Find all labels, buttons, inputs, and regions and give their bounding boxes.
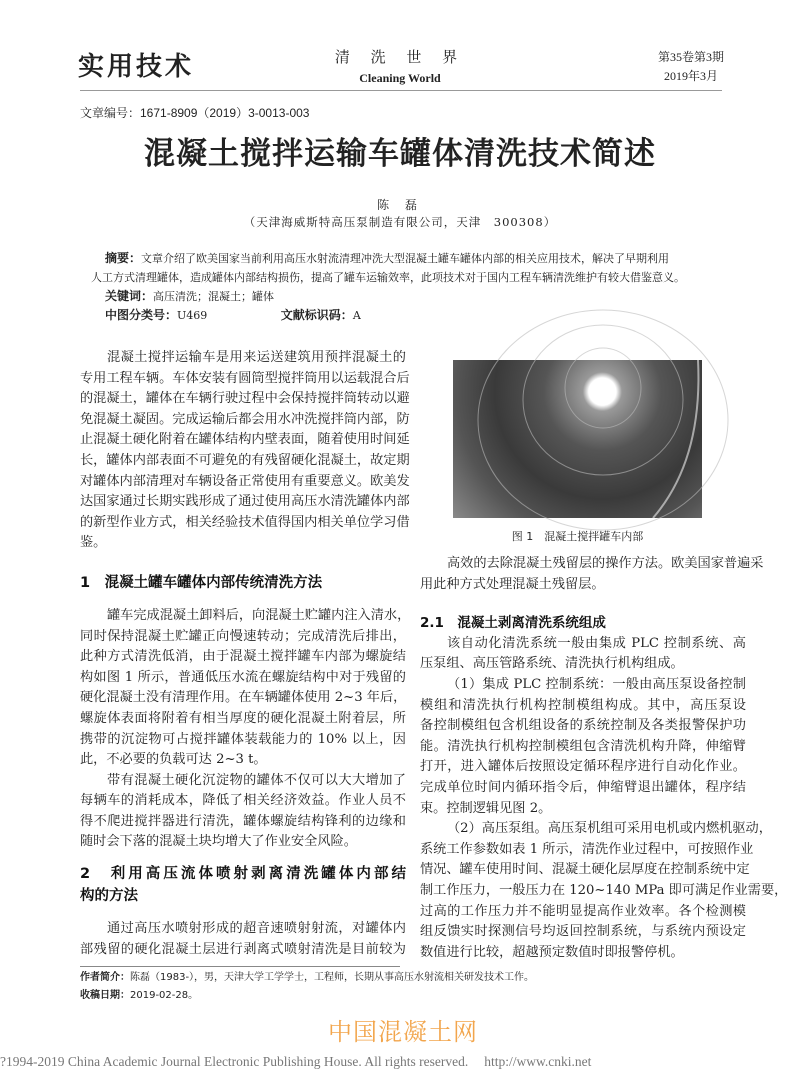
text-line: （1）集成 PLC 控制系统：一般由高压泵设备控制: [447, 676, 746, 692]
paragraph: [420, 819, 788, 963]
text-line: 硬化混凝土没有清理作用。在车辆罐体使用 2~3 年后，: [80, 690, 407, 706]
cnki-url[interactable]: http://www.cnki.net: [484, 1054, 592, 1069]
watermark-logo: 中国混凝土网: [328, 1018, 478, 1046]
abstract-line: 文章介绍了欧美国家当前利用高压水射流清理冲洗大型混凝土罐车罐体内部的相关应用技术，解决了早期利用: [141, 252, 670, 265]
article-number: 文章编号：1671-8909（2019）3-0013-003: [80, 106, 310, 120]
text-line: 用此种方式处理混凝土残留层。: [420, 576, 605, 592]
text-line: 高效的去除混凝土残留层的操作方法。欧美国家普遍采: [447, 556, 764, 571]
right-column: [420, 554, 788, 963]
clc-value: U469: [177, 309, 208, 322]
text-line: 通过高压水喷射形成的超音速喷射射流，对罐体内: [107, 921, 406, 937]
paragraph: [80, 771, 406, 853]
paragraph: [80, 348, 410, 554]
text-line: 能。清洗执行机构控制模组包含清洗机构升降，伸缩臂: [420, 738, 746, 754]
journal-name: [300, 46, 500, 86]
text-line: 鉴。: [80, 535, 107, 551]
abstract-block: [91, 249, 745, 325]
left-column: [80, 348, 411, 960]
clc-label: 中图分类号：: [105, 308, 178, 322]
text-line: 组反馈实时探测信号均返回控制系统，与系统内预设定: [420, 924, 746, 940]
text-line: 备控制模组包含机组设备的系统控制及各类报警保护功: [420, 718, 746, 734]
text-line: 随时会下落的混凝土块均增大了作业安全风险。: [80, 834, 357, 850]
author: 陈 磊: [377, 198, 423, 212]
bio-text: 陈磊（1983-），男，天津大学工学学士，工程师，长期从事高压水射流相关研发技术工作。: [130, 972, 535, 983]
doc-code-value: A: [352, 309, 361, 322]
text-line: 带有混凝土硬化沉淀物的罐体不仅可以大大增加了: [107, 772, 406, 788]
text-line: 免混凝土凝固。完成运输后都会用水冲洗搅拌筒内部，防: [80, 411, 410, 427]
text-line: 过高的工作压力并不能明显提高作业效率。各个检测模: [420, 903, 746, 919]
text-line: 部残留的硬化混凝土层进行剥离式喷射清洗是目前较为: [80, 941, 406, 957]
keywords: 高压清洗；混凝土；罐体: [153, 290, 275, 303]
text-line: 模组和清洗执行机构控制模组构成。其中，高压泵设: [420, 697, 746, 713]
footnote-divider: [80, 966, 400, 967]
keywords-label: 关键词：: [105, 289, 154, 303]
text-line: 得不爬进搅拌器进行清洗，罐体螺旋结构锋利的边缘和: [80, 813, 406, 829]
paragraph: [420, 554, 764, 595]
copyright-text: ?1994-2019 China Academic Journal Electronic Publishing House. All rights reserved.: [0, 1054, 469, 1069]
text-line: 对罐体内部清理对车辆设备正常使用有重要意义。欧美发: [80, 473, 410, 489]
text-line: 携带的沉淀物可占搅拌罐体装载能力的 10% 以上，因: [80, 731, 406, 747]
volume: 第35卷第3期: [657, 50, 724, 64]
received-label: 收稿日期：: [80, 990, 130, 1001]
text-line: 止混凝土硬化附着在罐体结构内壁表面，随着使用时间延: [80, 432, 410, 448]
received-value: 2019-02-28。: [130, 990, 199, 1001]
bio-label: 作者简介：: [80, 972, 130, 983]
text-line: 制工作压力，一般压力在 120~140 MPa 即可满足作业需要，: [420, 882, 788, 898]
header-divider: [80, 90, 722, 91]
text-line: 混凝土搅拌运输车是用来运送建筑用预拌混凝土的: [107, 350, 406, 365]
text-line: 每辆车的消耗成本，降低了相关经济效益。作业人员不: [80, 793, 406, 809]
paragraph: [80, 919, 406, 960]
text-line: 系统工作参数如表 1 所示，清洗作业过程中，可按照作业: [420, 841, 754, 857]
column-label: 实用技术: [78, 52, 195, 82]
text-line: 专用工程车辆。车体安装有圆筒型搅拌筒用以运载混合后: [80, 370, 410, 386]
author-bio: [80, 971, 534, 985]
text-line: 束。控制逻辑见图 2。: [420, 800, 552, 816]
issue-info: [658, 48, 724, 86]
heading-line: 2 利用高压流体喷射剥离清洗罐体内部结: [80, 866, 406, 883]
doc-code-label: 文献标识码：: [280, 308, 353, 322]
received-date: [80, 989, 198, 1003]
text-line: 打开，进入罐体后按照设定循环程序进行自动化作业。: [420, 759, 746, 775]
abstract-label: 摘要：: [105, 251, 142, 265]
copyright-line: [0, 1054, 591, 1070]
journal-name-en: Cleaning World: [359, 71, 441, 85]
text-line: （2）高压泵组。高压泵机组可采用电机或内燃机驱动，: [447, 821, 772, 837]
text-line: 此种方式清洗低消，由于混凝土搅拌罐车内部为螺旋结: [80, 649, 406, 665]
affiliation: （天津海威斯特高压泵制造有限公司，天津 300308）: [243, 215, 557, 229]
paragraph: [420, 634, 746, 675]
section-heading-2: [80, 863, 406, 907]
text-line: 同时保持混凝土贮罐正向慢速转动；完成清洗后排出，: [80, 628, 406, 644]
text-line: 该自动化清洗系统一般由集成 PLC 控制系统、高: [447, 635, 746, 651]
figure-1-photo: [453, 360, 702, 518]
journal-name-cn: 清 洗 世 界: [334, 48, 466, 66]
text-line: 此，不必要的负载可达 2~3 t。: [80, 752, 267, 768]
text-line: 情况、罐车使用时间、混凝土硬化层厚度在控制系统中定: [420, 862, 750, 878]
figure-1-caption: 图 1 混凝土搅拌罐车内部: [511, 530, 644, 543]
text-line: 构如图 1 所示，普通低压水流在螺旋结构中对于残留的: [80, 669, 406, 685]
text-line: 罐车完成混凝土卸料后，向混凝土贮罐内注入清水，: [107, 607, 411, 623]
text-line: 达国家通过长期实践形成了通过使用高压水清洗罐体内部: [80, 494, 410, 510]
text-line: 的混凝土，罐体在车辆行驶过程中会保持搅拌筒转动以避: [80, 391, 410, 407]
text-line: 数值进行比较，超越预定数值时即报警停机。: [420, 944, 684, 960]
text-line: 完成单位时间内循环指令后，伸缩臂退出罐体，程序结: [420, 779, 746, 795]
section-heading-2-1: 2.1 混凝土剥离清洗系统组成: [420, 615, 606, 632]
text-line: 螺旋体表面将附着有相当厚度的硬化混凝土附着层，所: [80, 710, 406, 726]
heading-line: 构的方法: [80, 888, 138, 905]
paragraph: [80, 606, 411, 771]
section-heading-1: 1 混凝土罐车罐体内部传统清洗方法: [80, 574, 323, 591]
text-line: 长，罐体内部表面不可避免的有残留硬化混凝土，故定期: [80, 452, 410, 468]
paragraph: [420, 675, 746, 819]
text-line: 的新型作业方式，相关经验技术值得国内相关单位学习借: [80, 514, 410, 530]
abstract-line: 人工方式清理罐体，造成罐体内部结构损伤，提高了罐车运输效率，此项技术对于国内工程车辆清洗维护有较大借鉴意义。: [91, 271, 685, 284]
issue-date: 2019年3月: [663, 69, 718, 83]
article-title: 混凝土搅拌运输车罐体清洗技术简述: [144, 136, 656, 172]
text-line: 压泵组、高压管路系统、清洗执行机构组成。: [420, 656, 684, 672]
